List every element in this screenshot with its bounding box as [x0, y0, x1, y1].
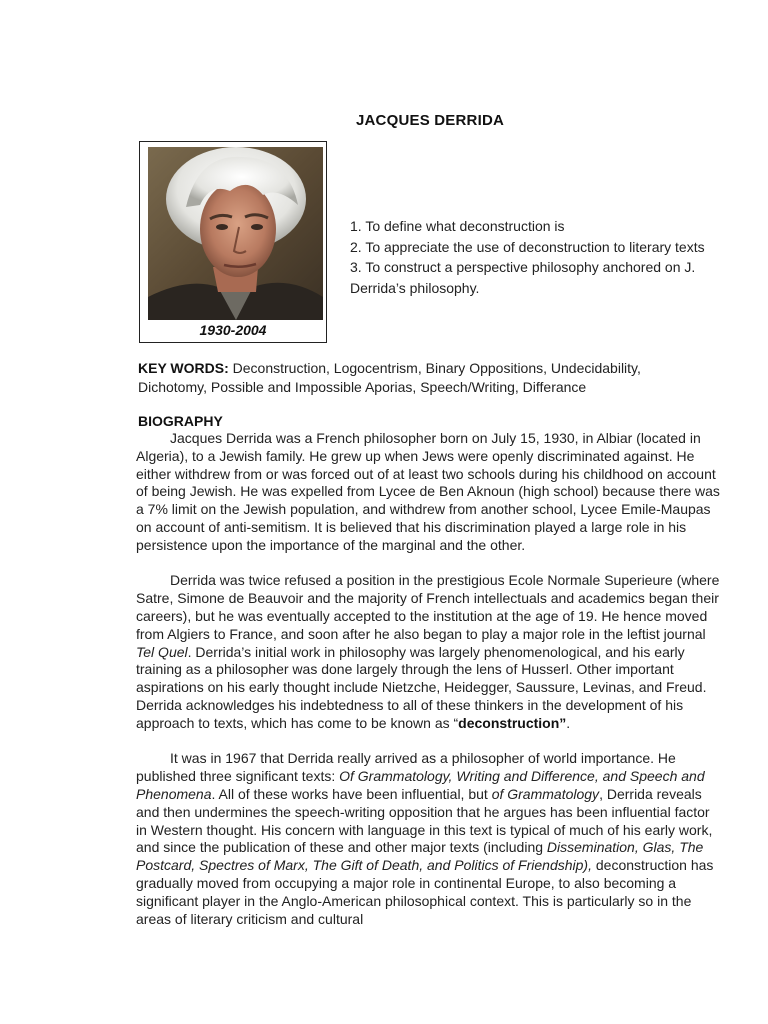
biography-heading: BIOGRAPHY	[138, 413, 223, 429]
portrait-frame	[139, 141, 327, 343]
keywords-label: KEY WORDS:	[138, 360, 229, 376]
book-title: of Grammatology	[491, 785, 600, 802]
page-title: JACQUES DERRIDA	[355, 112, 505, 129]
biography-body	[136, 430, 724, 946]
deconstruction-term: deconstruction”	[458, 714, 567, 731]
book-titles-list: Dissemination, Glas, The Postcard, Spectres of Marx, The Gift of Death, and Politics of Friendship),	[136, 839, 704, 874]
portrait-photo	[148, 147, 323, 320]
keywords-section	[138, 359, 698, 397]
keywords-text: Deconstruction, Logocentrism, Binary Oppositions, Undecidability, Dichotomy, Possible and Impossible Aporias, Speech/Writing, Differance	[138, 360, 641, 395]
objective-item: 1. To define what deconstruction is	[350, 218, 565, 234]
objective-item: 2. To appreciate the use of deconstruction to literary texts	[350, 238, 705, 255]
objective-item: 3. To construct a perspective philosophy anchored on J. Derrida’s philosophy.	[350, 259, 696, 296]
journal-title: Tel Quel	[136, 643, 188, 660]
objectives-list	[350, 216, 722, 298]
biography-paragraph-1: Jacques Derrida was a French philosopher born on July 15, 1930, in Albiar (located in Algeria), to a Jewish family. He grew up when Jews were openly discriminated against. He either withdrew from or was forced out of at least two schools during his childhood on account of being Jewish. He was expelled from Lycee de Ben Aknoun (high school) because there was a 7% limit on the Jewish population, and withdrew from another school, Lycee Emile-Maupas on account of anti-semitism. It is believed that his discrimination played a large role in his persistence upon the importance of the marginal and the other.	[136, 430, 720, 553]
biography-paragraph-2: Derrida was twice refused a position in the prestigious Ecole Normale Superieure (where Satre, Simone de Beauvoir and the majority of French intellectuals and academics began their careers), but he was eventually accepted to the institution at the age of 19. He hence moved from Algiers to France, and soon after he also began to play a major role in the leftist journal Tel Quel. Derrida’s initial work in philosophy was largely phenomenological, and his early training as a philosopher was done largely through the lens of Husserl. Other important aspirations on his early thought include Nietzche, Heidegger, Saussure, Levinas, and Freud. Derrida acknowledges his indebtedness to all of these thinkers in the development of his approach to texts, which has come to be known as “deconstruction”.	[136, 572, 720, 731]
book-titles: Of Grammatology, Writing and Difference, and Speech and Phenomena	[136, 768, 705, 802]
biography-paragraph-3: It was in 1967 that Derrida really arrived as a philosopher of world importance. He published three significant texts: Of Grammatology, Writing and Difference, and Speech and Phenomena. All of these works have been influential, but of Grammatology, Derrida reveals and then undermines the speech-writing opposition that he argues has been influential factor in Western thought. His concern with language in this text is typical of much of his early work, and since the publication of these and other major texts (including Dissemination, Glas, The Postcard, Spectres of Marx, The Gift of Death, and Politics of Friendship), deconstruction has gradually moved from occupying a major role in continental Europe, to also becoming a significant player in the Anglo-American philosophical context. This is particularly so in the areas of literary criticism and cultural	[136, 750, 714, 927]
photo-caption: 1930-2004	[199, 322, 267, 338]
